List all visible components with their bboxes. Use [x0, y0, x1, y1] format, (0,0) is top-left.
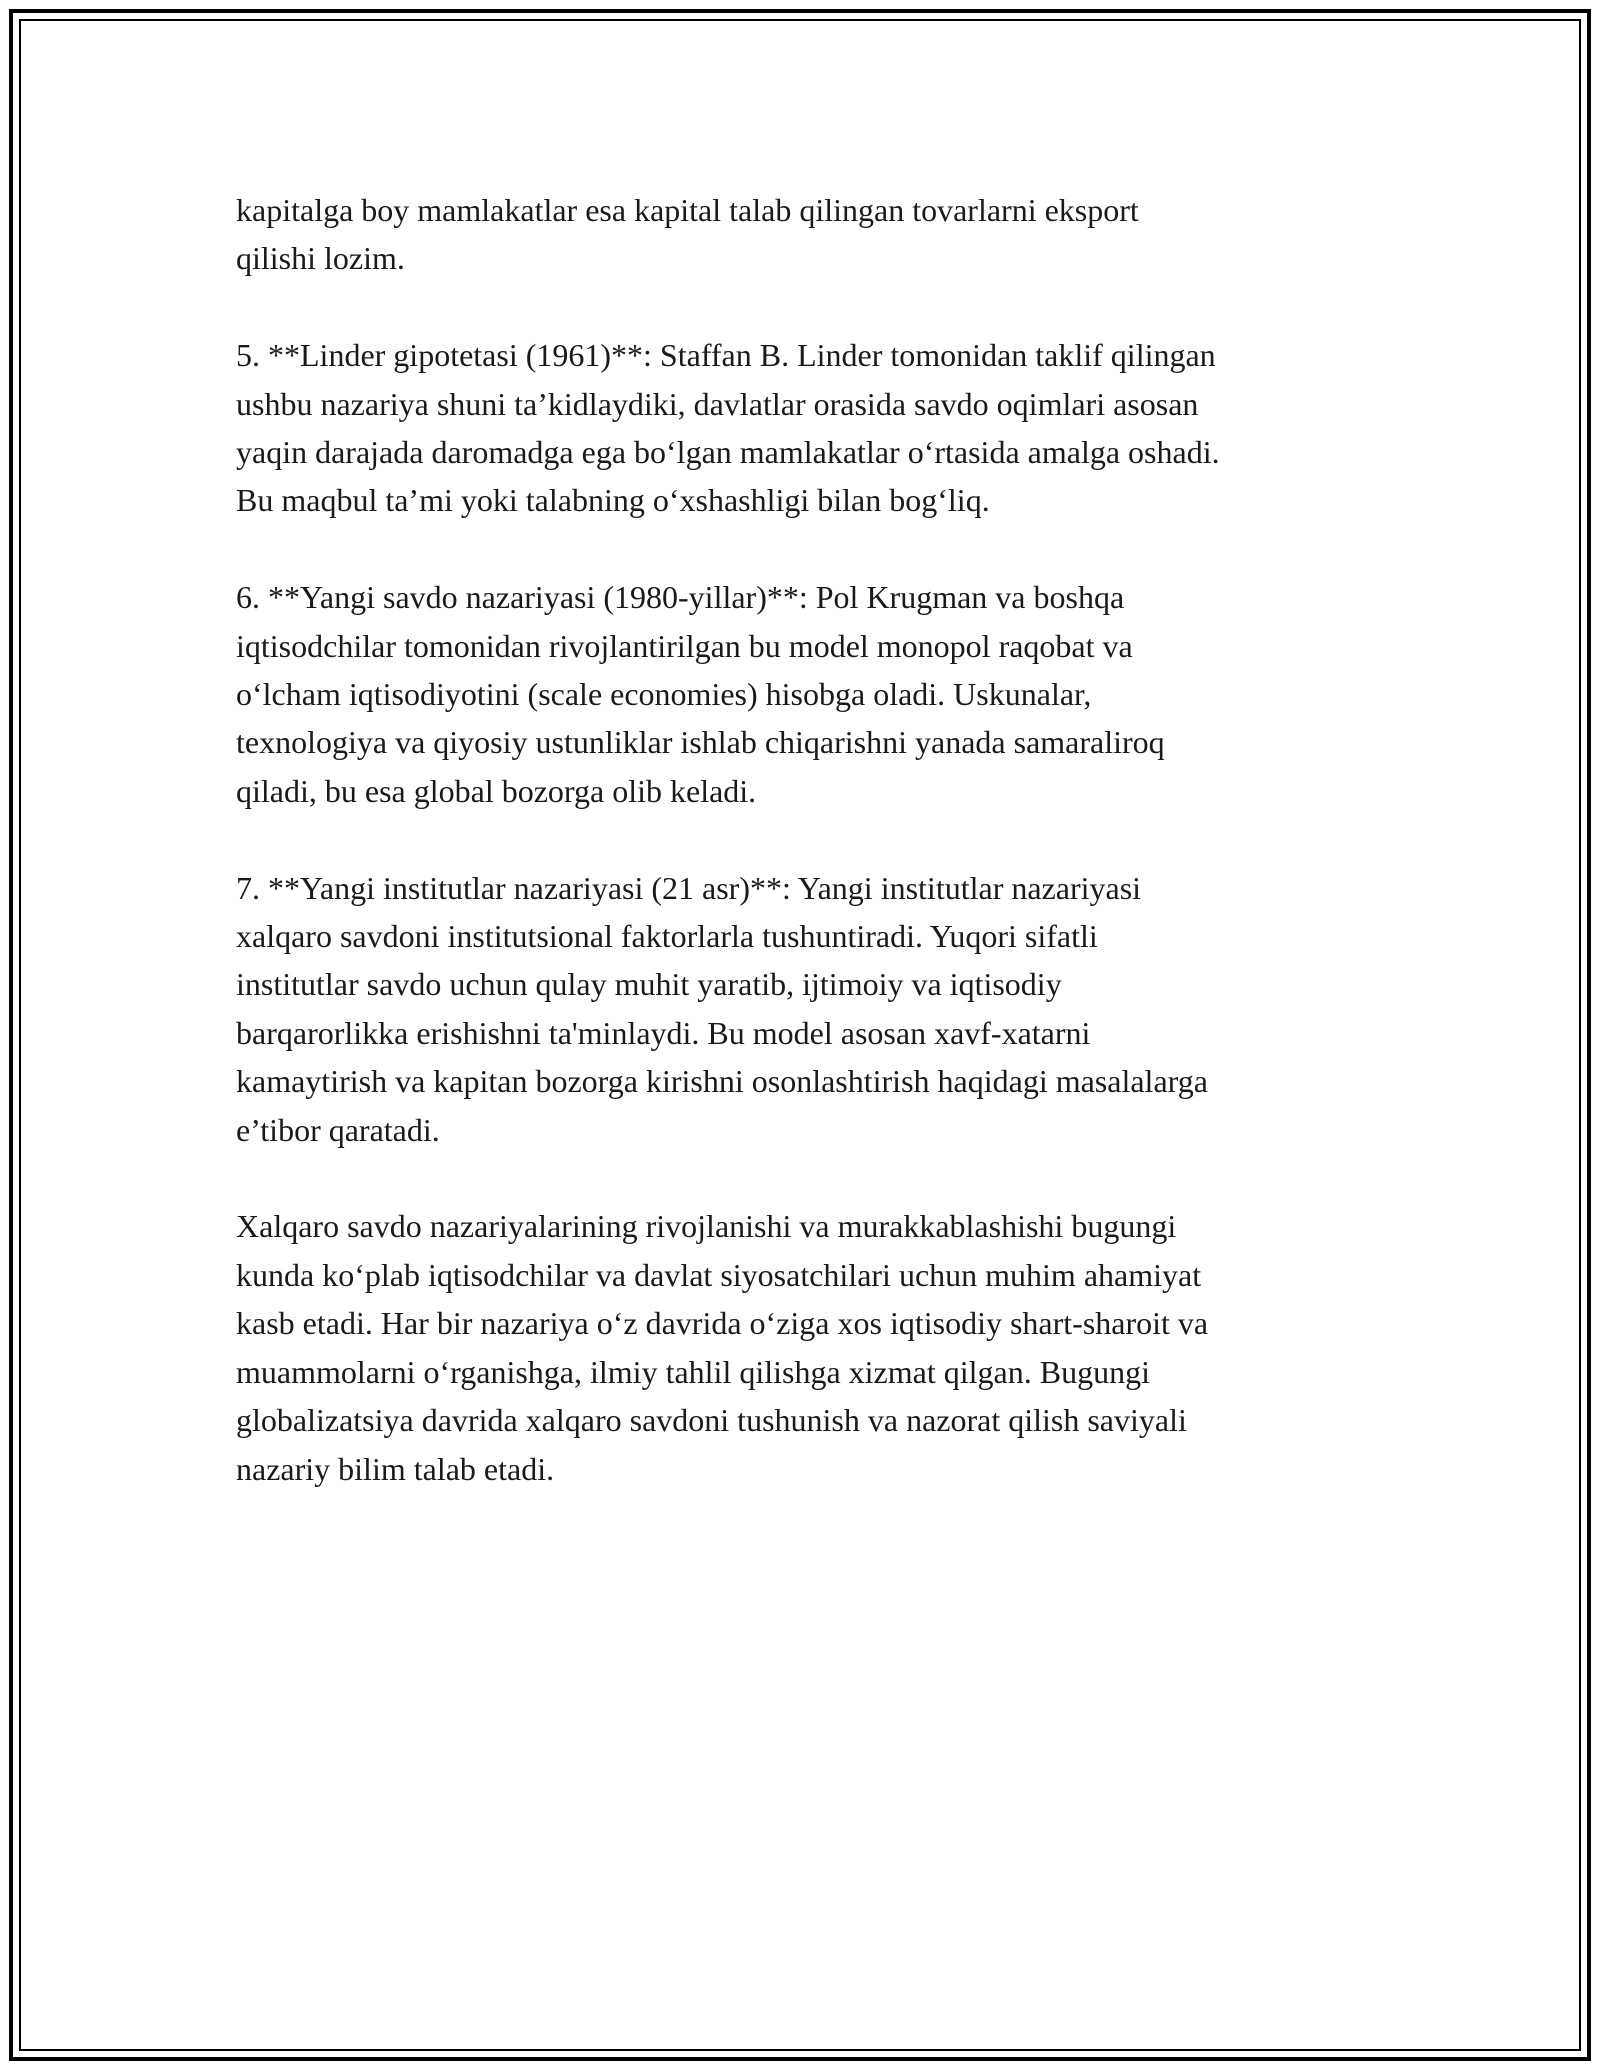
text-line: Xalqaro savdo nazariyalarining rivojlanishi va murakkablashishi bugungi	[236, 1208, 1177, 1245]
text-line: nazariy bilim talab etadi.	[236, 1450, 555, 1487]
text-line: 5. **Linder gipotetasi (1961)**: Staffan B. Linder tomonidan taklif qilingan	[236, 337, 1216, 374]
text-line: kunda ko‘plab iqtisodchilar va davlat siyosatchilari uchun muhim ahamiyat	[236, 1256, 1202, 1293]
paragraph-linder-hypothesis	[236, 331, 1396, 525]
text-line: kamaytirish va kapitan bozorga kirishni osonlashtirish haqidagi masalalarga	[236, 1063, 1208, 1100]
text-line: e’tibor qaratadi.	[236, 1111, 440, 1148]
text-line: iqtisodchilar tomonidan rivojlantirilgan bu model monopol raqobat va	[236, 627, 1133, 664]
text-line: institutlar savdo uchun qulay muhit yaratib, ijtimoiy va iqtisodiy	[236, 966, 1062, 1003]
text-line: qilishi lozim.	[236, 240, 405, 277]
text-line: yaqin darajada daromadga ega bo‘lgan mamlakatlar o‘rtasida amalga oshadi.	[236, 434, 1220, 471]
paragraph-intro-continuation	[236, 186, 1396, 283]
text-line: o‘lcham iqtisodiyotini (scale economies) hisobga oladi. Uskunalar,	[236, 676, 1092, 713]
text-line: qiladi, bu esa global bozorga olib keladi.	[236, 772, 757, 809]
paragraph-conclusion	[236, 1202, 1396, 1492]
paragraph-new-trade-theory	[236, 573, 1396, 815]
text-line: 7. **Yangi institutlar nazariyasi (21 asr)**: Yangi institutlar nazariyasi	[236, 869, 1142, 906]
text-line: kapitalga boy mamlakatlar esa kapital talab qilingan tovarlarni eksport	[236, 192, 1139, 228]
text-line: muammolarni o‘rganishga, ilmiy tahlil qilishga xizmat qilgan. Bugungi	[236, 1353, 1150, 1390]
text-line: Bu maqbul ta’mi yoki talabning o‘xshashligi bilan bog‘liq.	[236, 482, 990, 519]
text-line: kasb etadi. Har bir nazariya o‘z davrida o‘ziga xos iqtisodiy shart-sharoit va	[236, 1305, 1209, 1342]
text-line: xalqaro savdoni institutsional faktorlarla tushuntiradi. Yuqori sifatli	[236, 918, 1098, 955]
text-line: 6. **Yangi savdo nazariyasi (1980-yillar)**: Pol Krugman va boshqa	[236, 579, 1125, 616]
text-line: globalizatsiya davrida xalqaro savdoni tushunish va nazorat qilish saviyali	[236, 1402, 1187, 1439]
text-line: ushbu nazariya shuni ta’kidlaydiki, davlatlar orasida savdo oqimlari asosan	[236, 385, 1199, 422]
text-line: texnologiya va qiyosiy ustunliklar ishlab chiqarishni yanada samaraliroq	[236, 724, 1165, 761]
document-body	[236, 186, 1396, 1541]
text-line: barqarorlikka erishishni ta'minlaydi. Bu model asosan xavf-xatarni	[236, 1014, 1091, 1051]
paragraph-new-institutional-theory	[236, 864, 1396, 1154]
